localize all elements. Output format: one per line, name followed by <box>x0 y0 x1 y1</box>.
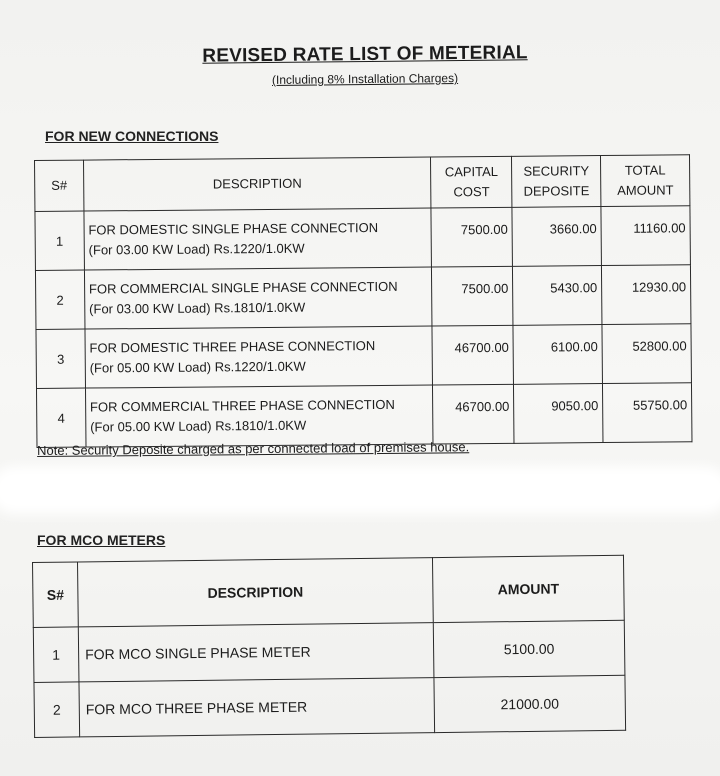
row-security-deposite: 9050.00 <box>514 384 603 444</box>
security-header-line1: SECURITY <box>523 163 590 179</box>
column-header-description: DESCRIPTION <box>83 157 431 211</box>
row-description-line2: (For 05.00 KW Load) Rs.1810/1.0KW <box>90 417 307 435</box>
row-description-line1: FOR COMMERCIAL THREE PHASE CONNECTION <box>89 396 395 415</box>
table-row <box>35 265 690 330</box>
row-description-line1: FOR DOMESTIC SINGLE PHASE CONNECTION <box>88 220 379 238</box>
row-description: FOR MCO SINGLE PHASE METER <box>78 623 434 682</box>
new-connections-heading: FOR NEW CONNECTIONS <box>45 128 219 144</box>
row-amount: 5100.00 <box>433 620 625 677</box>
row-description <box>85 385 433 447</box>
column-header-total-amount <box>601 155 690 207</box>
row-capital-cost: 7500.00 <box>432 266 513 326</box>
row-description-line1: FOR COMMERCIAL SINGLE PHASE CONNECTION <box>88 278 398 297</box>
row-total-amount: 11160.00 <box>601 206 690 266</box>
table-row <box>33 620 625 682</box>
table-row <box>34 675 626 737</box>
column-header-capital-cost <box>431 156 512 208</box>
row-description-line2: (For 05.00 KW Load) Rs.1220/1.0KW <box>89 358 306 376</box>
row-security-deposite: 3660.00 <box>512 207 601 267</box>
table-row <box>36 324 691 389</box>
whiteout-smudge <box>0 466 720 514</box>
row-sn: 4 <box>36 388 85 447</box>
mco-meters-heading: FOR MCO METERS <box>37 532 166 548</box>
row-description <box>85 326 433 388</box>
row-capital-cost: 46700.00 <box>433 384 514 444</box>
row-description-line2: (For 03.00 KW Load) Rs.1810/1.0KW <box>89 299 306 317</box>
new-connections-table <box>34 154 692 448</box>
row-description <box>84 208 432 270</box>
row-amount: 21000.00 <box>434 675 626 732</box>
row-description-line2: (For 03.00 KW Load) Rs.1220/1.0KW <box>88 240 305 258</box>
row-description-line1: FOR DOMESTIC THREE PHASE CONNECTION <box>89 338 376 356</box>
row-description <box>84 267 432 329</box>
row-total-amount: 12930.00 <box>602 265 691 325</box>
column-header-amount: AMOUNT <box>432 555 624 622</box>
column-header-description: DESCRIPTION <box>78 558 434 627</box>
total-header-line1: TOTAL <box>624 162 666 178</box>
row-security-deposite: 6100.00 <box>513 325 602 385</box>
column-header-security-deposite <box>512 156 601 208</box>
capital-header-line2: COST <box>453 184 490 200</box>
row-sn: 2 <box>34 682 80 738</box>
row-capital-cost: 7500.00 <box>431 207 512 267</box>
row-sn: 2 <box>35 270 84 329</box>
row-total-amount: 52800.00 <box>602 324 691 384</box>
row-sn: 3 <box>36 329 85 388</box>
column-header-sn: S# <box>33 562 79 628</box>
column-header-sn: S# <box>35 160 84 211</box>
row-description: FOR MCO THREE PHASE METER <box>79 678 435 737</box>
total-header-line2: AMOUNT <box>617 182 674 198</box>
table-row <box>36 383 691 448</box>
row-sn: 1 <box>33 627 79 683</box>
security-deposite-note: Note: Security Deposite charged as per connected load of premises house. <box>37 439 470 458</box>
capital-header-line1: CAPITAL <box>444 163 499 180</box>
mco-meters-table <box>32 555 626 738</box>
table-row <box>35 206 690 271</box>
row-total-amount: 55750.00 <box>603 383 692 443</box>
table-header-row <box>35 155 690 212</box>
document-title: REVISED RATE LIST OF METERIAL <box>202 42 528 67</box>
row-security-deposite: 5430.00 <box>513 266 602 326</box>
security-header-line2: DEPOSITE <box>523 183 590 199</box>
row-sn: 1 <box>35 211 84 270</box>
table-header-row <box>33 555 625 627</box>
row-capital-cost: 46700.00 <box>432 325 513 385</box>
document-subtitle: (Including 8% Installation Charges) <box>271 71 459 87</box>
